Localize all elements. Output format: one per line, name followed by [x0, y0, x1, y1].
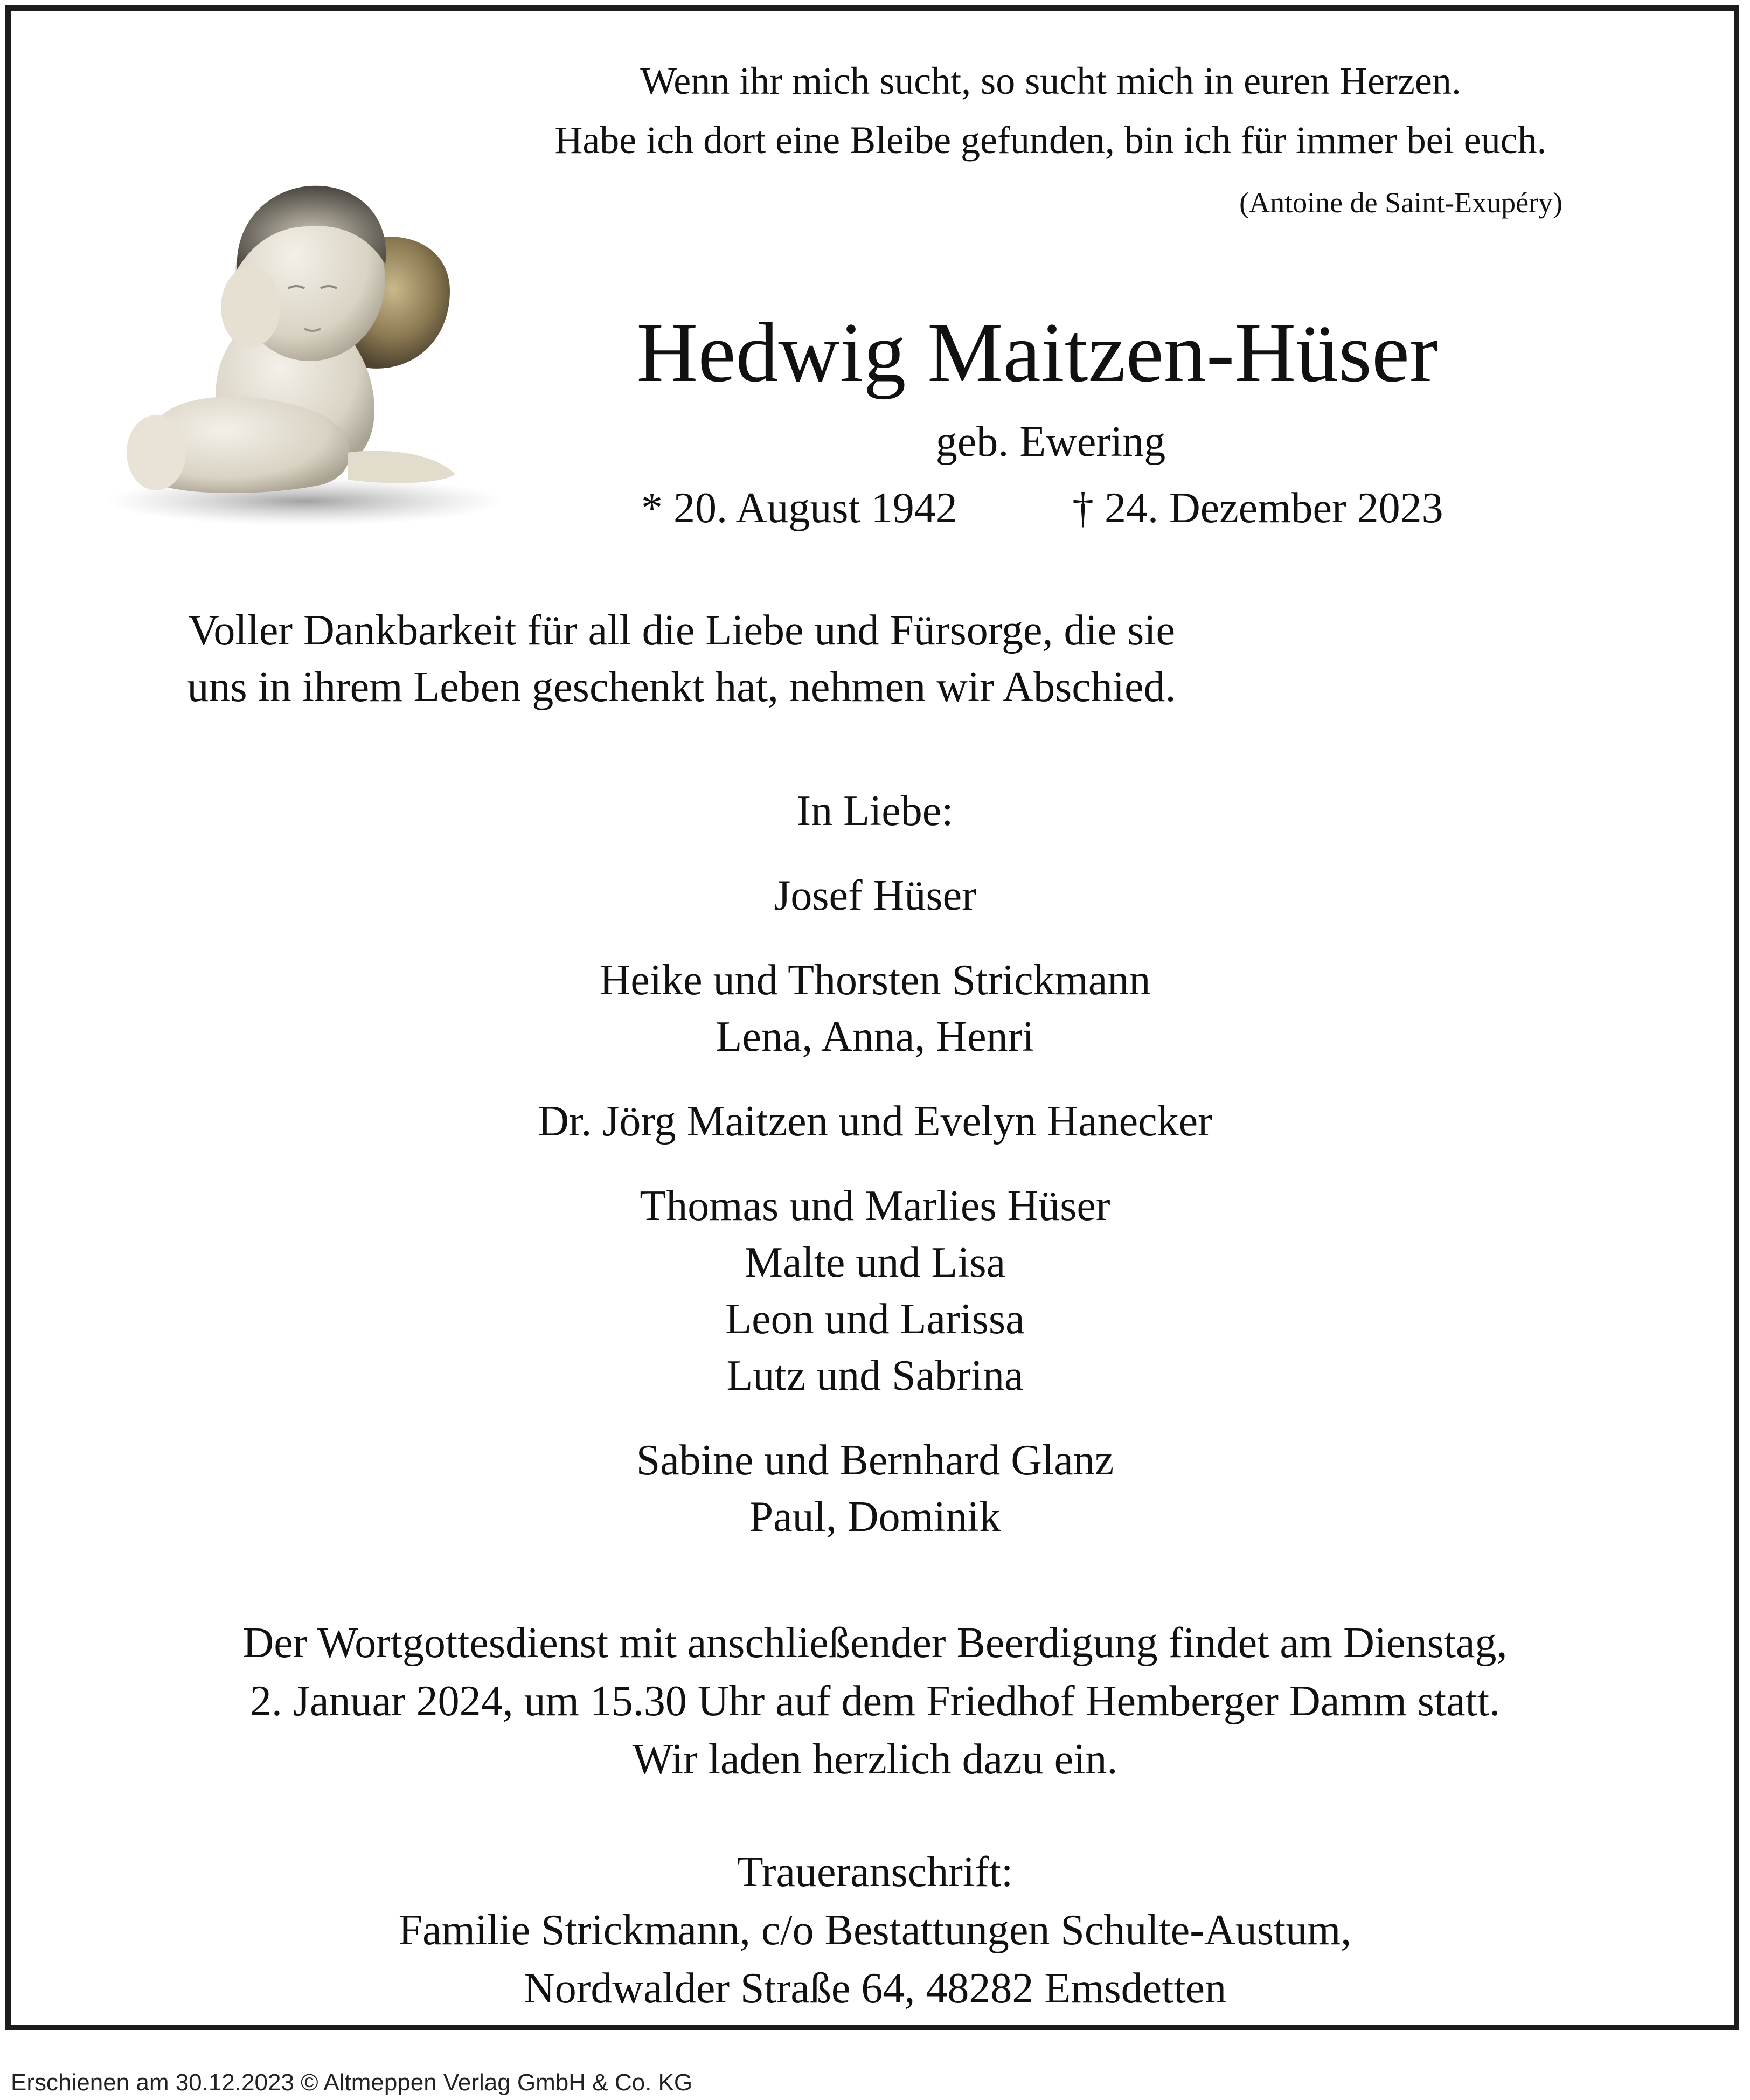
mourner-group: [444, 868, 1306, 924]
mourner-name: Heike und Thorsten Strickmann: [599, 957, 1151, 1004]
mourners-intro: In Liebe:: [796, 787, 954, 835]
thanks-text: [162, 602, 1202, 716]
address-line: Familie Strickmann, c/o Bestattungen Schulte-Austum,: [398, 1907, 1352, 1954]
service-line: 2. Januar 2024, um 15.30 Uhr auf dem Friedhof Hemberger Damm statt.: [249, 1678, 1501, 1725]
mourner-name: Sabine und Bernhard Glanz: [636, 1437, 1114, 1484]
birth-date: * 20. August 1942: [641, 484, 957, 532]
thanks-line: uns in ihrem Leben geschenkt hat, nehmen wir Abschied.: [187, 663, 1176, 711]
memorial-quote: [485, 51, 1616, 170]
maiden-name: geb. Ewering: [935, 418, 1166, 466]
mourner-name: Josef Hüser: [774, 872, 976, 919]
quote-line: Wenn ihr mich sucht, so sucht mich in euren Herzen.: [640, 59, 1461, 102]
mourner-group: [444, 1178, 1306, 1404]
quote-line: Habe ich dort eine Bleibe gefunden, bin ich für immer bei euch.: [554, 119, 1547, 162]
mourning-address: [228, 1843, 1522, 2018]
angel-figurine-image: [105, 172, 509, 528]
mourner-name: Thomas und Marlies Hüser: [640, 1182, 1110, 1230]
address-label: Traueranschrift:: [737, 1848, 1013, 1896]
quote-author: (Antoine de Saint-Exupéry): [1239, 186, 1563, 219]
thanks-line: Voller Dankbarkeit für all die Liebe und Fürsorge, die sie: [188, 607, 1176, 654]
mourners-list: [444, 783, 1306, 1574]
mourner-name: Lutz und Sabrina: [726, 1352, 1024, 1399]
mourner-name: Dr. Jörg Maitzen und Evelyn Hanecker: [538, 1098, 1212, 1145]
address-line: Nordwalder Straße 64, 48282 Emsdetten: [523, 1965, 1227, 2012]
funeral-service-info: [121, 1614, 1629, 1789]
mourner-group: [444, 1093, 1306, 1150]
service-line: Wir laden herzlich dazu ein.: [632, 1736, 1118, 1783]
service-line: Der Wortgottesdienst mit anschließender Beerdigung findet am Dienstag,: [242, 1619, 1508, 1667]
mourner-name: Lena, Anna, Henri: [716, 1013, 1034, 1061]
mourner-name: Leon und Larissa: [725, 1295, 1025, 1343]
mourner-group: [444, 952, 1306, 1065]
mourner-name: Malte und Lisa: [744, 1239, 1006, 1286]
mourner-group: [444, 1432, 1306, 1545]
publication-footer: Erschienen am 30.12.2023 © Altmeppen Verlag GmbH & Co. KG: [11, 2069, 693, 2096]
mourner-name: Paul, Dominik: [749, 1493, 1001, 1541]
deceased-name: Hedwig Maitzen-Hüser: [636, 306, 1438, 400]
death-date: † 24. Dezember 2023: [1072, 484, 1443, 532]
